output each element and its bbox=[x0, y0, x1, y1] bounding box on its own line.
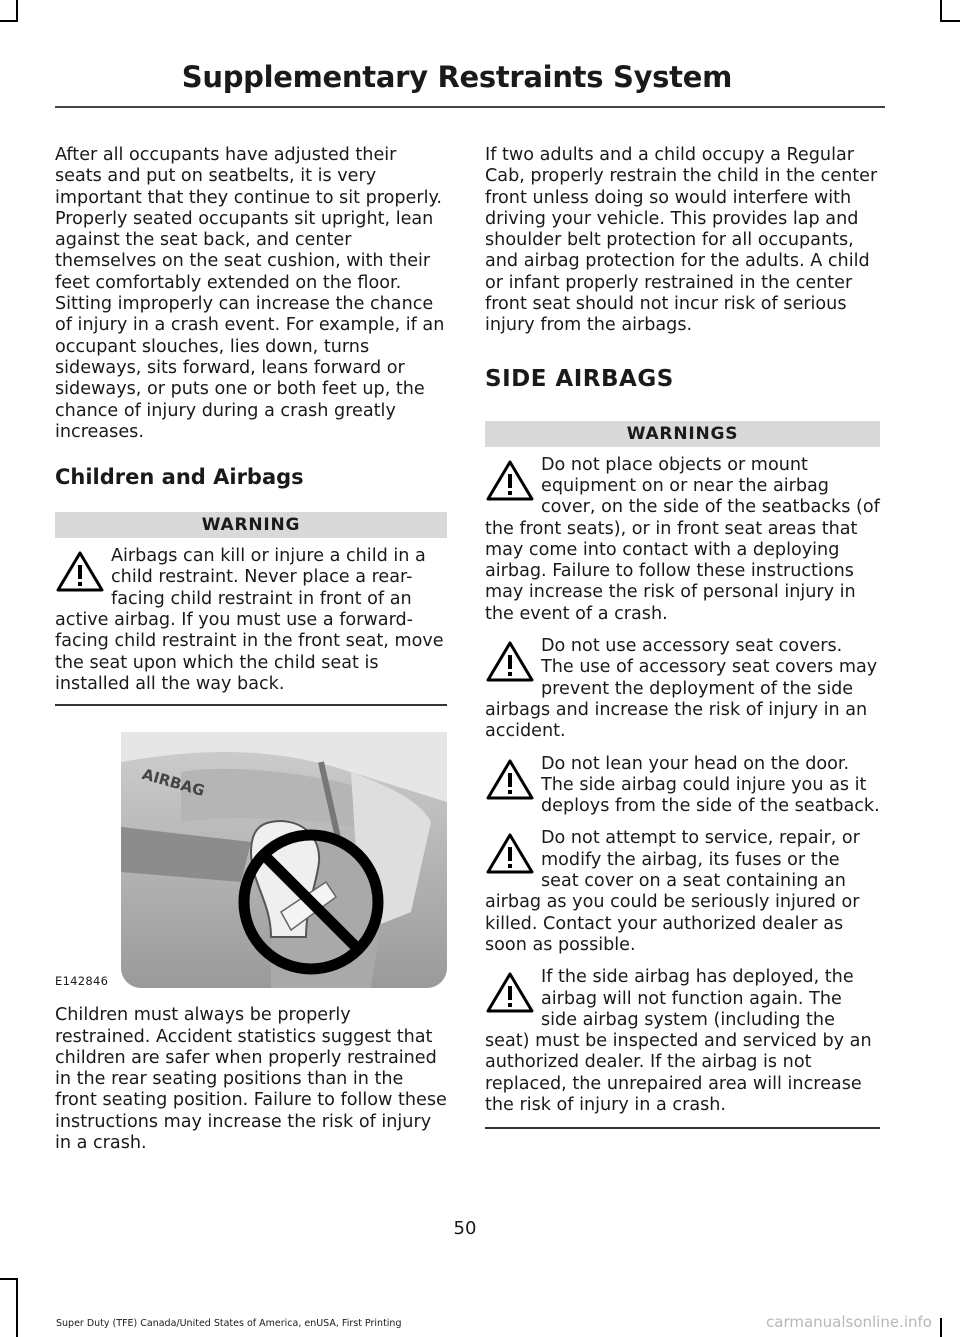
warning-item bbox=[485, 754, 880, 818]
warning-label: WARNING bbox=[55, 512, 447, 538]
figure bbox=[55, 718, 447, 988]
warning-item bbox=[55, 546, 447, 695]
warning-text: Do not lean your head on the door. The side airbag could injure you as it deploys from the side of the seatback. bbox=[541, 753, 880, 817]
header-rule bbox=[55, 106, 885, 108]
crop-mark bbox=[16, 1278, 18, 1337]
page-number: 50 bbox=[453, 1218, 477, 1239]
watermark: carmanualsonline.info bbox=[766, 1313, 932, 1331]
warning-triangle-icon bbox=[55, 550, 105, 594]
airbag-label: AIRBAG bbox=[140, 765, 207, 801]
warnings-end-rule bbox=[485, 1127, 880, 1129]
warning-item bbox=[485, 455, 880, 625]
right-column bbox=[485, 145, 880, 1129]
children-airbags-heading: Children and Airbags bbox=[55, 465, 304, 490]
warning-text: Do not place objects or mount equipment on or near the airbag cover, on the side of the seatbacks (of the front seats), or in front seat areas that may come into contact with a deploying airbag. Failure to follow these instructions may increase the risk of personal injury in the event of a crash. bbox=[485, 454, 880, 624]
warning-triangle-icon bbox=[485, 459, 535, 503]
footer-text: Super Duty (TFE) Canada/United States of America, enUSA, First Printing bbox=[56, 1318, 402, 1329]
crop-mark bbox=[16, 0, 18, 20]
crop-mark bbox=[940, 1318, 942, 1337]
children-paragraph: Children must always be properly restrained. Accident statistics suggest that children are safer when properly restrained in the rear seating positions than in the front seating position. Failure to follow these instructions may increase the risk of injury in a crash. bbox=[55, 1005, 447, 1154]
left-column bbox=[55, 145, 447, 1154]
page-title: Supplementary Restraints System bbox=[181, 60, 732, 94]
warning-triangle-icon bbox=[485, 640, 535, 684]
intro-paragraph: After all occupants have adjusted their seats and put on seatbelts, it is very important that they continue to sit properly. Properly seated occupants sit upright, lean against the seat back, and center themselves on the seat cushion, with their feet comfortably extended on the floor. Sitting improperly can increase the chance of injury in a crash event. For example, if an occupant slouches, lies down, turns sideways, sits forward, leans forward or sideways, or puts one or both feet up, the chance of injury during a crash greatly increases. bbox=[55, 145, 445, 442]
warning-item bbox=[485, 967, 880, 1116]
warning-text: If the side airbag has deployed, the airbag will not function again. The side airbag system (including the seat) must be inspected and serviced by an authorized dealer. If the airbag is not replaced, the unrepaired area will increase the risk of injury in a crash. bbox=[485, 967, 872, 1115]
warning-text: Do not attempt to service, repair, or modify the airbag, its fuses or the seat cover on a seat containing an airbag as you could be seriously injured or killed. Contact your authorized dealer as soon as possible. bbox=[485, 828, 860, 955]
crop-mark bbox=[0, 20, 18, 22]
warning-triangle-icon bbox=[485, 758, 535, 802]
figure-code: E142846 bbox=[55, 974, 109, 989]
warning-triangle-icon bbox=[485, 832, 535, 876]
no-child-seat-illustration bbox=[121, 732, 447, 988]
crop-mark bbox=[940, 20, 960, 22]
warnings-label: WARNINGS bbox=[485, 421, 880, 447]
side-airbags-heading: SIDE AIRBAGS bbox=[485, 365, 674, 392]
warning-item bbox=[485, 828, 880, 956]
crop-mark bbox=[0, 1278, 18, 1280]
warning-text: Airbags can kill or injure a child in a child restraint. Never place a rear-facing child restraint in front of an active airbag. If you must use a forward-facing child restraint in the front seat, move the seat upon which the child seat is installed all the way back. bbox=[55, 546, 444, 694]
warning-triangle-icon bbox=[485, 971, 535, 1015]
warning-item bbox=[485, 636, 880, 742]
crop-mark bbox=[940, 0, 942, 20]
warning-end-rule bbox=[55, 704, 447, 706]
regular-cab-paragraph: If two adults and a child occupy a Regular Cab, properly restrain the child in the center front unless doing so would interfere with driving your vehicle. This provides lap and shoulder belt protection for all occupants, and airbag protection for the adults. A child or infant properly restrained in the center front seat should not incur risk of serious injury from the airbags. bbox=[485, 145, 878, 336]
warning-text: Do not use accessory seat covers. The use of accessory seat covers may prevent the deployment of the side airbags and increase the risk of injury in an accident. bbox=[485, 636, 878, 742]
